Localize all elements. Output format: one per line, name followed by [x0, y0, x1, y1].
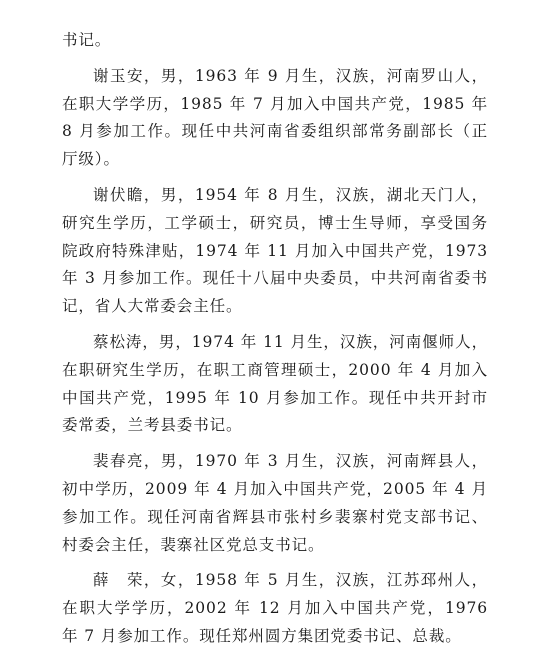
- paragraph-gap: [62, 55, 488, 63]
- paragraph-xue-rong: 薛 荣，女，1958 年 5 月生，汉族，江苏邳州人，在职大学学历，2002 年 12 月加入中国共产党，1976 年 7 月参加工作。现任郑州圆方集团党委书记、总裁。: [62, 571, 488, 645]
- paragraph-continuation: 书记。: [62, 31, 112, 49]
- paragraph-gap: [62, 174, 488, 182]
- paragraph-xie-fuzhan: 谢伏瞻，男，1954 年 8 月生，汉族，湖北天门人，研究生学历，工学硕士，研究员，博士生导师，享受国务院政府特殊津贴，1974 年 11 月加入中国共产党，1973 年 3 月参加工作。现任十八届中央委员，中共河南省委书记，省人大常委会主任。: [62, 185, 488, 316]
- paragraph-xie-yuan: 谢玉安，男，1963 年 9 月生，汉族，河南罗山人，在职大学学历，1985 年 7 月加入中国共产党，1985 年 8 月参加工作。现任中共河南省委组织部常务副部长（正厅级）。: [62, 66, 488, 169]
- paragraph-pei-chunliang: 裴春亮，男，1970 年 3 月生，汉族，河南辉县人，初中学历，2009 年 4 月加入中国共产党，2005 年 4 月参加工作。现任河南省辉县市张村乡裴寨村党支部书记、村委会主任，裴寨社区党总支书记。: [62, 452, 488, 554]
- paragraph-gap: [62, 440, 488, 448]
- paragraph-cai-songtao: 蔡松涛，男，1974 年 11 月生，汉族，河南偃师人，在职研究生学历，在职工商管理硕士，2000 年 4 月加入中国共产党，1995 年 10 月参加工作。现任中共开封市委常委，兰考县委书记。: [62, 332, 488, 435]
- paragraph-gap: [62, 559, 488, 567]
- paragraph-gap: [62, 321, 488, 329]
